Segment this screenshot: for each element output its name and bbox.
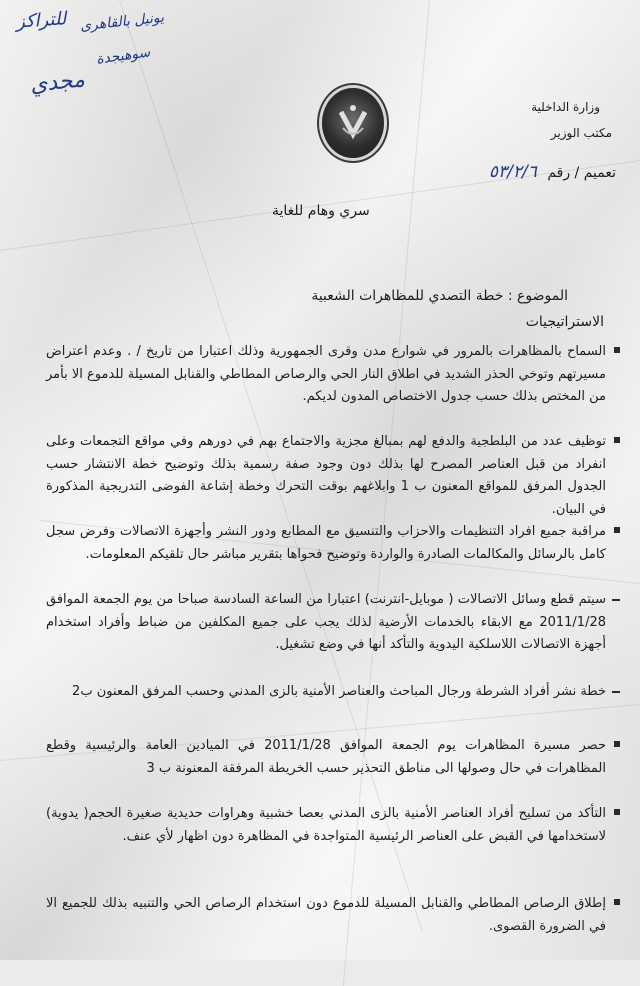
list-item (46, 589, 606, 657)
ministry-name: وزارة الداخلية (531, 100, 600, 114)
section-title: الاستراتيجيات (525, 314, 604, 330)
list-item (46, 893, 606, 938)
bullet-icon (614, 899, 620, 905)
bullet-icon (614, 437, 620, 443)
dash-bullet-icon (612, 599, 620, 601)
handwritten-signature: مجدي (28, 67, 86, 98)
handwritten-note-3: سوهيجدة (95, 44, 152, 68)
subject-label: الموضوع : (507, 288, 568, 304)
bullet-icon (614, 527, 620, 533)
item-text: مراقبة جميع افراد التنظيمات والاحزاب والتنسيق مع المطابع ودور النشر وأجهزة الاتصالات وفرض سجل كامل بالرسائل والمكالمات الصادرة والواردة وتوضيح فحواها بتقرير مباشر حال تلقيكم المعلومات. (46, 524, 606, 562)
item-text: حصر مسيرة المظاهرات يوم الجمعة الموافق 2011/1/28 في الميادين العامة والرئيسية وقطع المظاهرات في حال وصولها الى مناطق التحذير حسب الخريطة المرفقة المعنونة ب 3 (46, 738, 606, 776)
circular-line (489, 162, 616, 182)
item-text: خطة نشر أفراد الشرطة ورجال المباحث والعناصر الأمنية بالزى المدني وحسب المرفق المعنون ب2 (72, 684, 606, 699)
bullet-icon (614, 741, 620, 747)
office-name: مكتب الوزير (550, 126, 612, 140)
classification-label: سري وهام للغاية (272, 203, 370, 219)
handwritten-note-1: يونيل بالقاهرى (79, 9, 165, 35)
item-text: إطلاق الرصاص المطاطي والقنابل المسيلة للدموع دون استخدام الرصاص الحي والتنبيه بذلك للجميع الا في الضرورة القصوى. (46, 896, 606, 934)
item-text: سيتم قطع وسائل الاتصالات ( موبايل-انترنت) اعتبارا من الساعة السادسة صباحا من يوم الجمعة الموافق 2011/1/28 مع الابقاء بالخدمات الأرضية لذلك يجب على جميع المكلفين من ضباط وأفراد استخدام أجهزة الاتصالات اللاسلكية اليدوية والتأكد أنها في وضع تشغيل. (46, 592, 606, 652)
list-item (46, 735, 606, 780)
list-item (46, 341, 606, 409)
list-item (46, 431, 606, 521)
circular-label: تعميم / رقم (547, 165, 616, 181)
item-text: السماح بالمظاهرات بالمرور في شوارع مدن وقرى الجمهورية وذلك اعتبارا من تاريخ / . وعدم اعتراض مسيرتهم وتوخي الحذر الشديد في اطلاق النار الحي والرصاص المطاطي والقنابل المسيلة للدموع الا بأمر من المختص بذلك حسب جدول الاختصاص المدون لديكم. (46, 344, 606, 404)
subject-text: خطة التصدي للمظاهرات الشعبية (311, 288, 504, 304)
item-text: التأكد من تسليح أفراد العناصر الأمنية بالزى المدني بعصا خشبية وهراوات حديدية صغيرة الحجم( يدوية) لاستخدامها في القبض على العناصر الرئيسية المتواجدة في المظاهرة دون اظهار لأي عنف. (46, 806, 606, 844)
handwritten-note-2: للتراكز (15, 8, 67, 33)
list-item (46, 681, 606, 704)
ministry-emblem (322, 88, 384, 158)
list-item (46, 521, 606, 566)
item-text: توظيف عدد من البلطجية والدفع لهم بمبالغ مجزية والاجتماع بهم في دورهم وفي مواقع التجمعات وعلى انفراد من قبل العناصر المصرح لها بذلك دون وجود صفة رسمية بذلك وتوضيح خطة الانتشار حسب الجدول المرفق للمواقع المعنون ب 1 وابلاغهم بوقت التحرك وخطة إشاعة الفوضى التدريجية المذكورة في البيان. (46, 434, 607, 517)
subject-line (311, 288, 568, 304)
bullet-icon (614, 809, 620, 815)
bullet-icon (614, 347, 620, 353)
dash-bullet-icon (612, 691, 620, 693)
list-item (46, 803, 606, 848)
circular-number: ٥٣/٢/٦ (488, 162, 537, 182)
